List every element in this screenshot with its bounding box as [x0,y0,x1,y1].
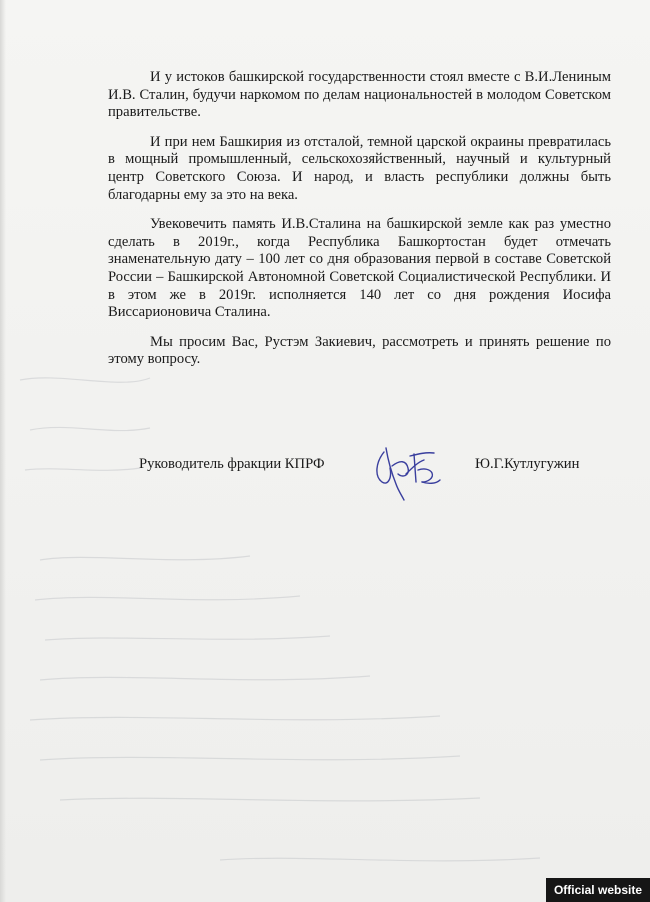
signature-block [0,438,650,508]
paragraph-3: Увековечить память И.В.Сталина на башкирской земле как раз уместно сделать в 2019г., когда Республика Башкортостан будет отмечать знаменательную дату – 100 лет со дня образования первой в составе Советской России – Башкирской Автономной Советской Социалистической Республики. И в этом же в 2019г. исполняется 140 лет со дня рождения Иосифа Виссарионовича Сталина. [108,216,611,321]
handwritten-signature [366,438,446,502]
paragraph-4: Мы просим Вас, Рустэм Закиевич, рассмотреть и принять решение по этому вопросу. [108,333,611,368]
signatory-title: Руководитель фракции КПРФ [139,456,325,472]
letter-body [108,69,611,381]
signatory-name: Ю.Г.Кутлугужин [475,456,580,472]
paragraph-2: И при нем Башкирия из отсталой, темной царской окраины превратилась в мощный промышленный, сельскохозяйственный, научный и культурный центр Советского Союза. И народ, и власть республики должны быть благодарны ему за это на века. [108,133,611,203]
paragraph-1: И у истоков башкирской государственности стоял вместе с В.И.Лениным И.В. Сталин, будучи наркомом по делам национальностей в молодом Советском правительстве. [108,69,611,121]
official-website-badge: Official website [546,878,650,902]
